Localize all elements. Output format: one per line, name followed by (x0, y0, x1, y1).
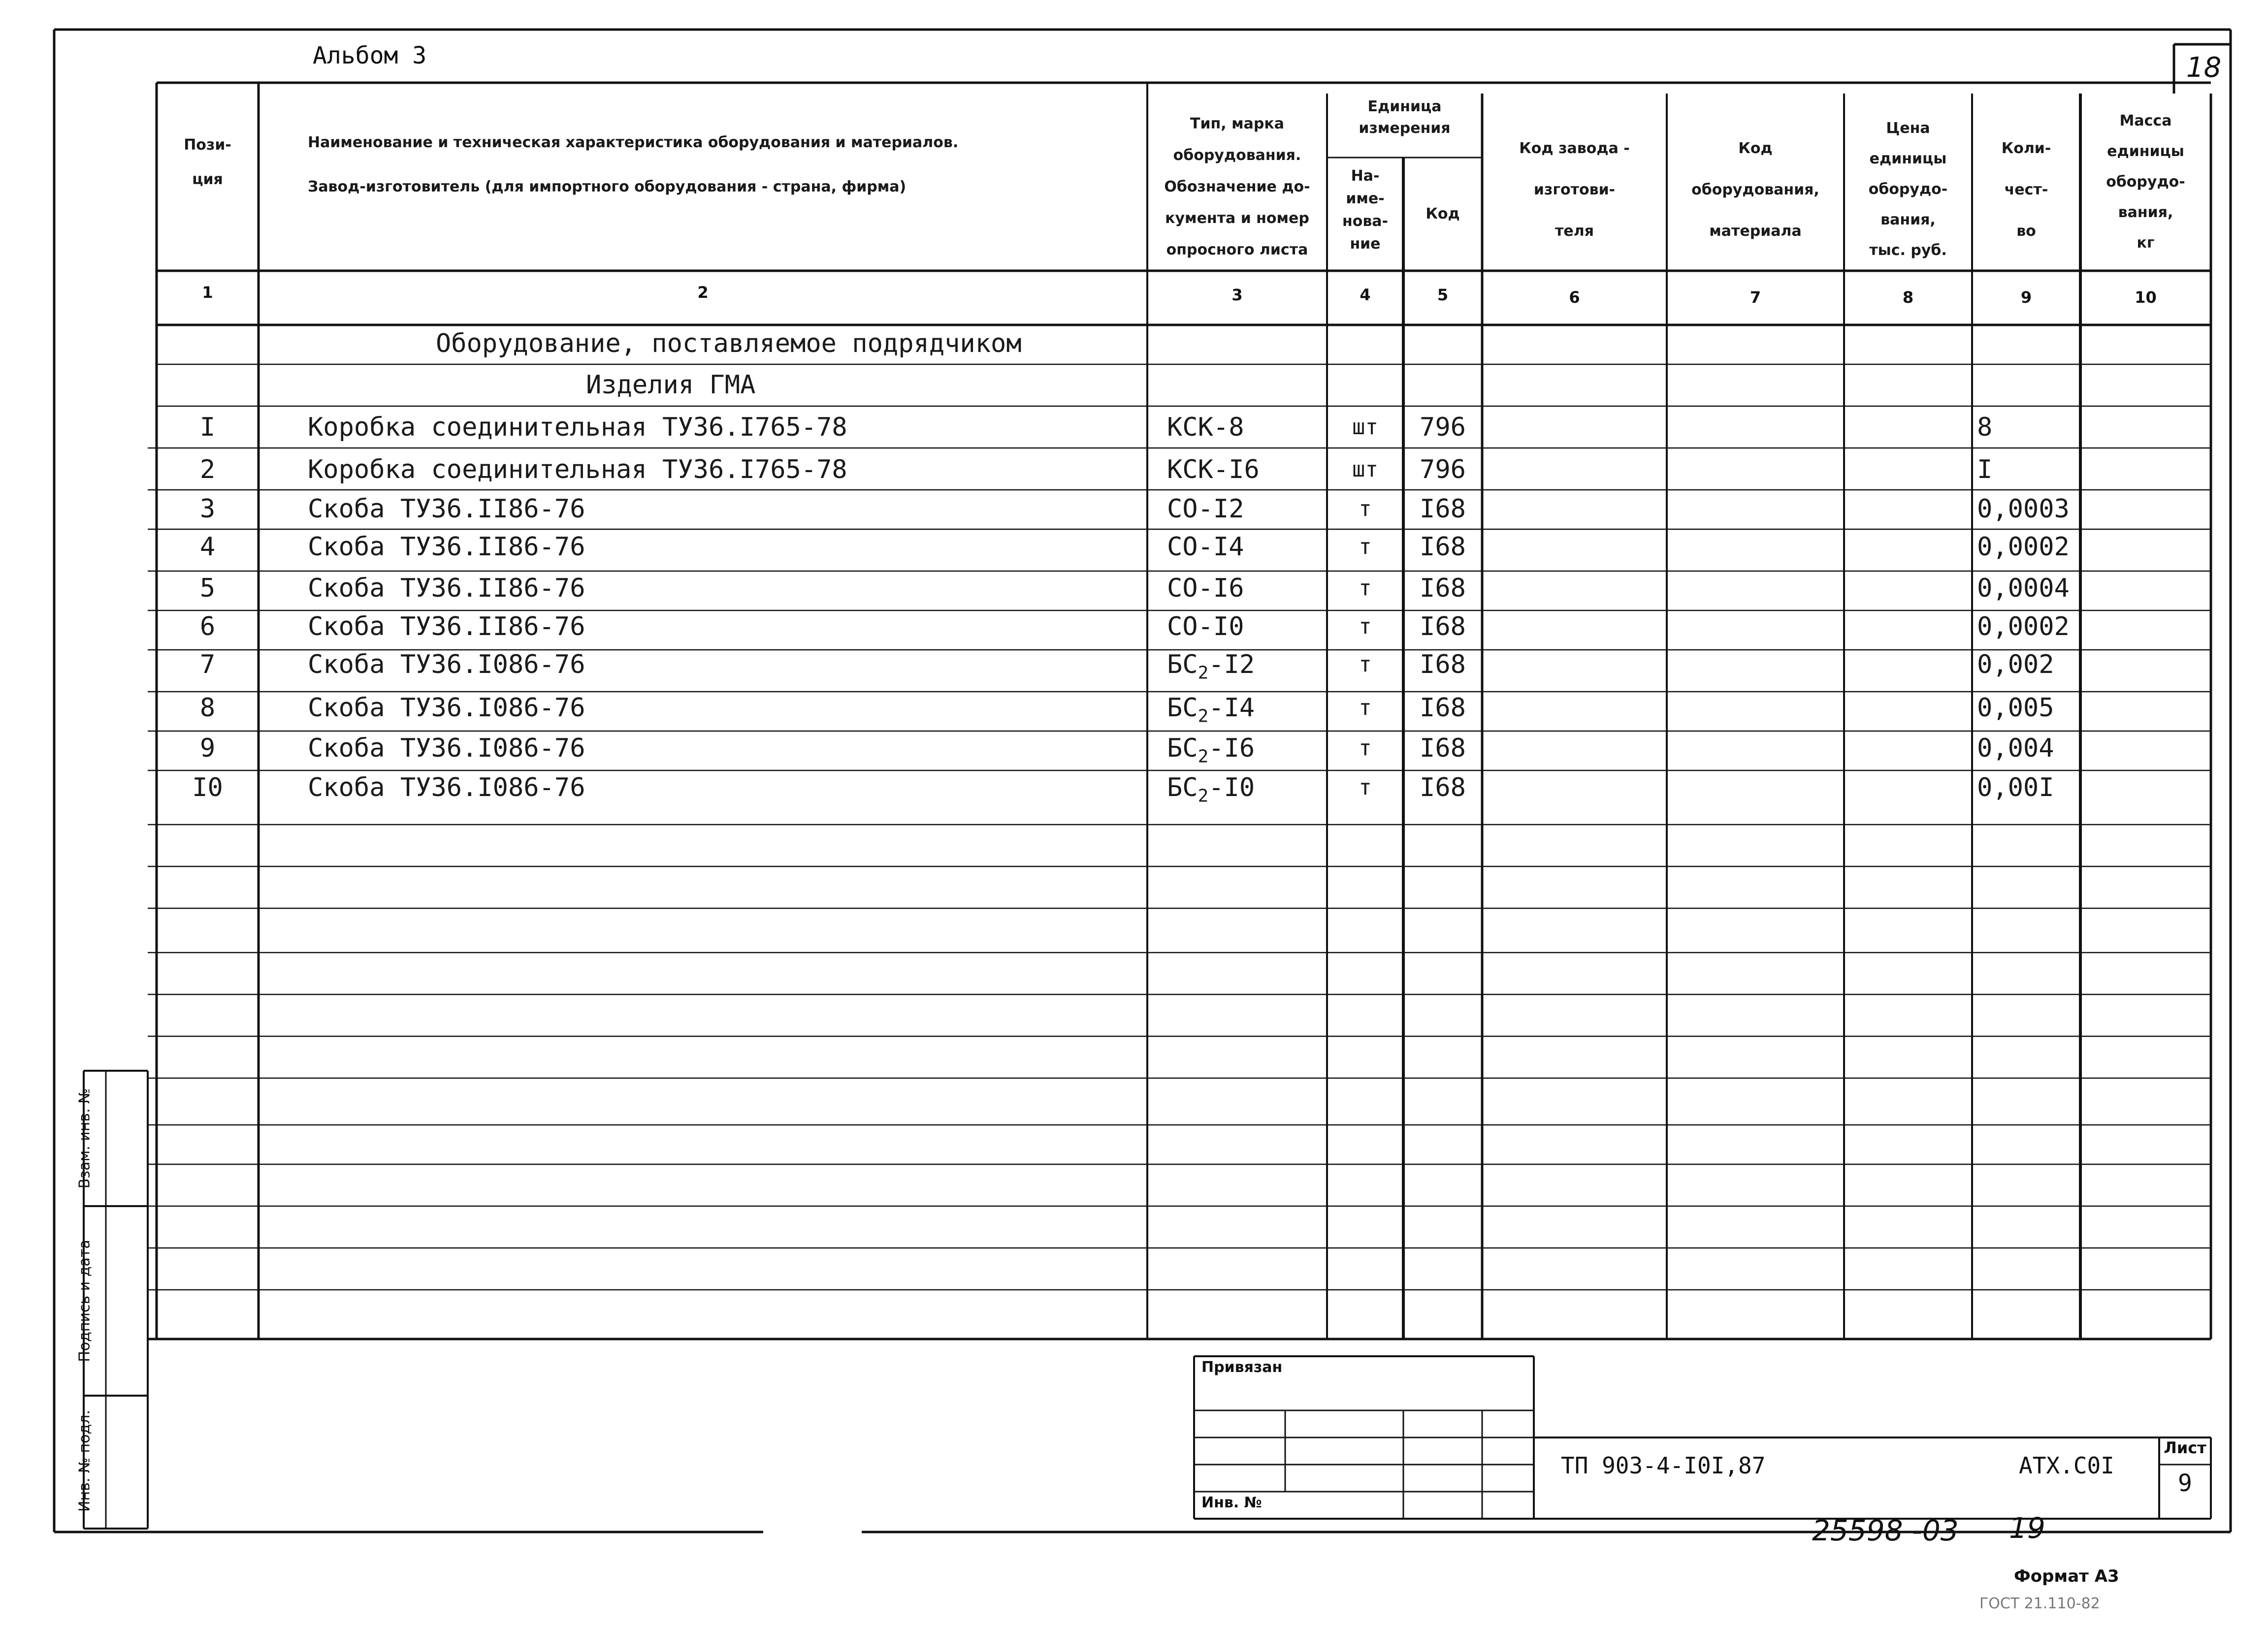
header-price-line2: единицы (1869, 150, 1947, 167)
row-type-subscript: 2 (1198, 706, 1209, 727)
row-unit-code: 796 (1420, 413, 1466, 442)
column-number: 3 (1231, 286, 1243, 304)
row-type-main: СО-I6 (1167, 574, 1244, 603)
row-position: 4 (199, 532, 216, 562)
row-type-suffix: -I2 (1208, 650, 1255, 679)
row-type-subscript: 2 (1198, 746, 1209, 767)
format-label: Формат А3 (2014, 1566, 2119, 1586)
side-label-replaced-inv: Взам. инв. № (76, 1088, 94, 1189)
row-unit: т (1359, 652, 1372, 677)
row-name: Скоба ТУ36.I086-76 (308, 693, 585, 723)
row-name: Коробка соединительная ТУ36.I765-78 (308, 455, 847, 484)
row-type-main: БС (1167, 650, 1198, 679)
header-type-line3: Обозначение до- (1164, 178, 1310, 195)
header-type-line2: оборудования. (1173, 147, 1301, 164)
header-position (157, 130, 259, 194)
row-type-main: КСК-8 (1167, 413, 1244, 442)
header-equipment-line2: оборудования, (1691, 181, 1819, 198)
row-unit-code: I68 (1420, 650, 1466, 679)
row-type-suffix: -I0 (1208, 773, 1255, 802)
header-name (259, 128, 1147, 202)
row-unit: шт (1352, 415, 1378, 440)
row-unit-code: I68 (1420, 494, 1466, 524)
row-type-main: СО-I4 (1167, 532, 1244, 562)
header-mass-line4: вания, (2118, 204, 2173, 221)
row-unit: т (1359, 534, 1372, 559)
page-number-top: 18 (2186, 52, 2222, 84)
column-number: 8 (1902, 288, 1914, 307)
row-quantity: 0,004 (1977, 734, 2054, 763)
row-unit: т (1359, 575, 1372, 601)
row-quantity: 0,002 (1977, 650, 2054, 679)
header-name-line1: Наименование и техническая характеристика оборудования и материалов. (308, 134, 959, 151)
row-position: 8 (199, 693, 216, 723)
header-position-line1: Пози- (184, 136, 231, 154)
header-equipment-line1: Код (1738, 140, 1773, 157)
row-position: 9 (199, 734, 216, 763)
row-type-main: БС (1167, 693, 1198, 723)
row-position: 5 (199, 574, 216, 603)
row-position: 7 (199, 650, 216, 679)
header-unit-group (1327, 96, 1482, 139)
row-type (1167, 532, 1244, 570)
row-unit-code: I68 (1420, 532, 1466, 562)
row-unit-code: I68 (1420, 773, 1466, 802)
row-name: Коробка соединительная ТУ36.I765-78 (308, 413, 847, 442)
header-unit-name-line4: ние (1350, 235, 1381, 253)
row-quantity: 8 (1977, 413, 1993, 442)
row-unit-code: 796 (1420, 455, 1466, 484)
row-unit: т (1359, 695, 1372, 720)
row-quantity: 0,0004 (1977, 574, 2070, 603)
row-name: Скоба ТУ36.I086-76 (308, 773, 585, 802)
row-type-subscript: 2 (1198, 663, 1209, 683)
row-type (1167, 650, 1255, 688)
row-position: 6 (199, 612, 216, 641)
row-name: Скоба ТУ36.II86-76 (308, 494, 585, 524)
header-mass-line5: кг (2137, 234, 2155, 252)
stamp-inv-label: Инв. № (1201, 1494, 1262, 1511)
row-type (1167, 494, 1244, 532)
row-type (1167, 455, 1260, 493)
header-factory-line3: теля (1555, 223, 1594, 240)
column-number: 2 (697, 283, 709, 302)
row-type (1167, 773, 1255, 811)
row-type-subscript: 2 (1198, 786, 1209, 806)
header-price (1844, 113, 1972, 266)
handwritten-page: 19 (2009, 1511, 2045, 1545)
subsection-title: Изделия ГМА (586, 370, 756, 400)
stamp-sheet-label: Лист (2164, 1438, 2206, 1457)
header-position-line2: ция (192, 171, 223, 188)
header-type-line5: опросного листа (1166, 241, 1308, 258)
header-price-line3: оборудо- (1868, 181, 1948, 198)
row-type-main: СО-I2 (1167, 494, 1244, 524)
header-mass-line1: Масса (2119, 112, 2172, 129)
row-unit: шт (1352, 457, 1378, 482)
row-name: Скоба ТУ36.I086-76 (308, 650, 585, 679)
header-type-line4: кумента и номер (1165, 210, 1309, 227)
stamp-document-code: ТП 903-4-I0I,87 (1561, 1452, 1766, 1479)
stamp-sheet-number: 9 (2178, 1469, 2192, 1497)
header-equipment-line3: материала (1709, 223, 1802, 240)
row-unit: т (1359, 496, 1372, 521)
header-unit-name-line3: нова- (1342, 213, 1389, 230)
column-number: 6 (1569, 288, 1580, 307)
header-mass (2080, 106, 2211, 258)
row-name: Скоба ТУ36.II86-76 (308, 532, 585, 562)
row-unit-code: I68 (1420, 693, 1466, 723)
row-type (1167, 734, 1255, 771)
row-position: I (199, 413, 216, 442)
header-type (1147, 108, 1327, 266)
header-quantity-line2: чест- (2004, 181, 2048, 198)
header-quantity-line1: Коли- (2001, 140, 2051, 157)
header-price-line5: тыс. руб. (1869, 242, 1947, 259)
header-factory-line2: изготови- (1533, 181, 1616, 198)
header-mass-line2: единицы (2107, 143, 2184, 160)
header-name-line2: Завод-изготовитель (для импортного оборудования - страна, фирма) (308, 178, 907, 195)
row-type-suffix: -I4 (1208, 693, 1255, 723)
row-type (1167, 413, 1244, 450)
row-type-suffix: -I6 (1208, 734, 1255, 763)
row-unit: т (1359, 775, 1372, 800)
handwritten-number: 25598 -03 (1812, 1514, 1959, 1547)
header-quantity (1972, 128, 2080, 252)
header-price-line1: Цена (1886, 120, 1930, 137)
row-type-main: КСК-I6 (1167, 455, 1260, 484)
row-quantity: 0,0002 (1977, 532, 2070, 562)
row-unit: т (1359, 735, 1372, 761)
header-equipment-code (1667, 128, 1844, 252)
section-title: Оборудование, поставляемое подрядчиком (436, 329, 1022, 358)
header-factory-code (1482, 128, 1667, 252)
column-number: 7 (1750, 288, 1761, 307)
row-unit: т (1359, 614, 1372, 639)
row-type-main: БС (1167, 773, 1198, 802)
gost-label: ГОСТ 21.110-82 (1979, 1595, 2100, 1612)
header-quantity-line3: во (2016, 223, 2036, 240)
row-position: 2 (199, 455, 216, 484)
header-unit-name-line2: име- (1346, 190, 1385, 207)
row-position: I0 (192, 773, 223, 802)
row-quantity: 0,005 (1977, 693, 2054, 723)
header-type-line1: Тип, марка (1190, 115, 1284, 132)
row-type (1167, 693, 1255, 731)
row-position: 3 (199, 494, 216, 524)
column-number: 1 (202, 283, 213, 302)
row-name: Скоба ТУ36.II86-76 (308, 612, 585, 641)
side-label-original-inv: Инв. № подл. (76, 1410, 94, 1512)
row-type (1167, 574, 1244, 611)
row-name: Скоба ТУ36.II86-76 (308, 574, 585, 603)
stamp-sheet-code: АТХ.С0I (2019, 1452, 2114, 1479)
header-mass-line3: оборудо- (2106, 173, 2185, 191)
column-number: 5 (1437, 286, 1449, 304)
row-quantity: I (1977, 455, 1993, 484)
header-factory-line1: Код завода - (1519, 140, 1630, 157)
row-unit-code: I68 (1420, 574, 1466, 603)
column-number: 4 (1360, 286, 1371, 304)
row-quantity: 0,0002 (1977, 612, 2070, 641)
row-unit-code: I68 (1420, 734, 1466, 763)
row-unit-code: I68 (1420, 612, 1466, 641)
row-quantity: 0,00I (1977, 773, 2054, 802)
column-number: 10 (2135, 288, 2157, 307)
side-label-signature-date: Подпись и дата (76, 1240, 94, 1362)
stamp-attached-label: Привязан (1201, 1359, 1283, 1376)
column-number: 9 (2020, 288, 2032, 307)
header-unit-line2: измерения (1359, 120, 1451, 137)
row-name: Скоба ТУ36.I086-76 (308, 734, 585, 763)
header-price-line4: вания, (1880, 211, 1936, 228)
row-quantity: 0,0003 (1977, 494, 2070, 524)
row-type-main: БС (1167, 734, 1198, 763)
row-type-main: СО-I0 (1167, 612, 1244, 641)
header-unit-code: Код (1426, 205, 1460, 223)
row-type (1167, 612, 1244, 650)
album-label: Альбом 3 (313, 42, 427, 69)
header-unit-name (1327, 165, 1403, 255)
header-unit-name-line1: На- (1351, 167, 1380, 185)
header-unit-line1: Единица (1367, 98, 1442, 115)
